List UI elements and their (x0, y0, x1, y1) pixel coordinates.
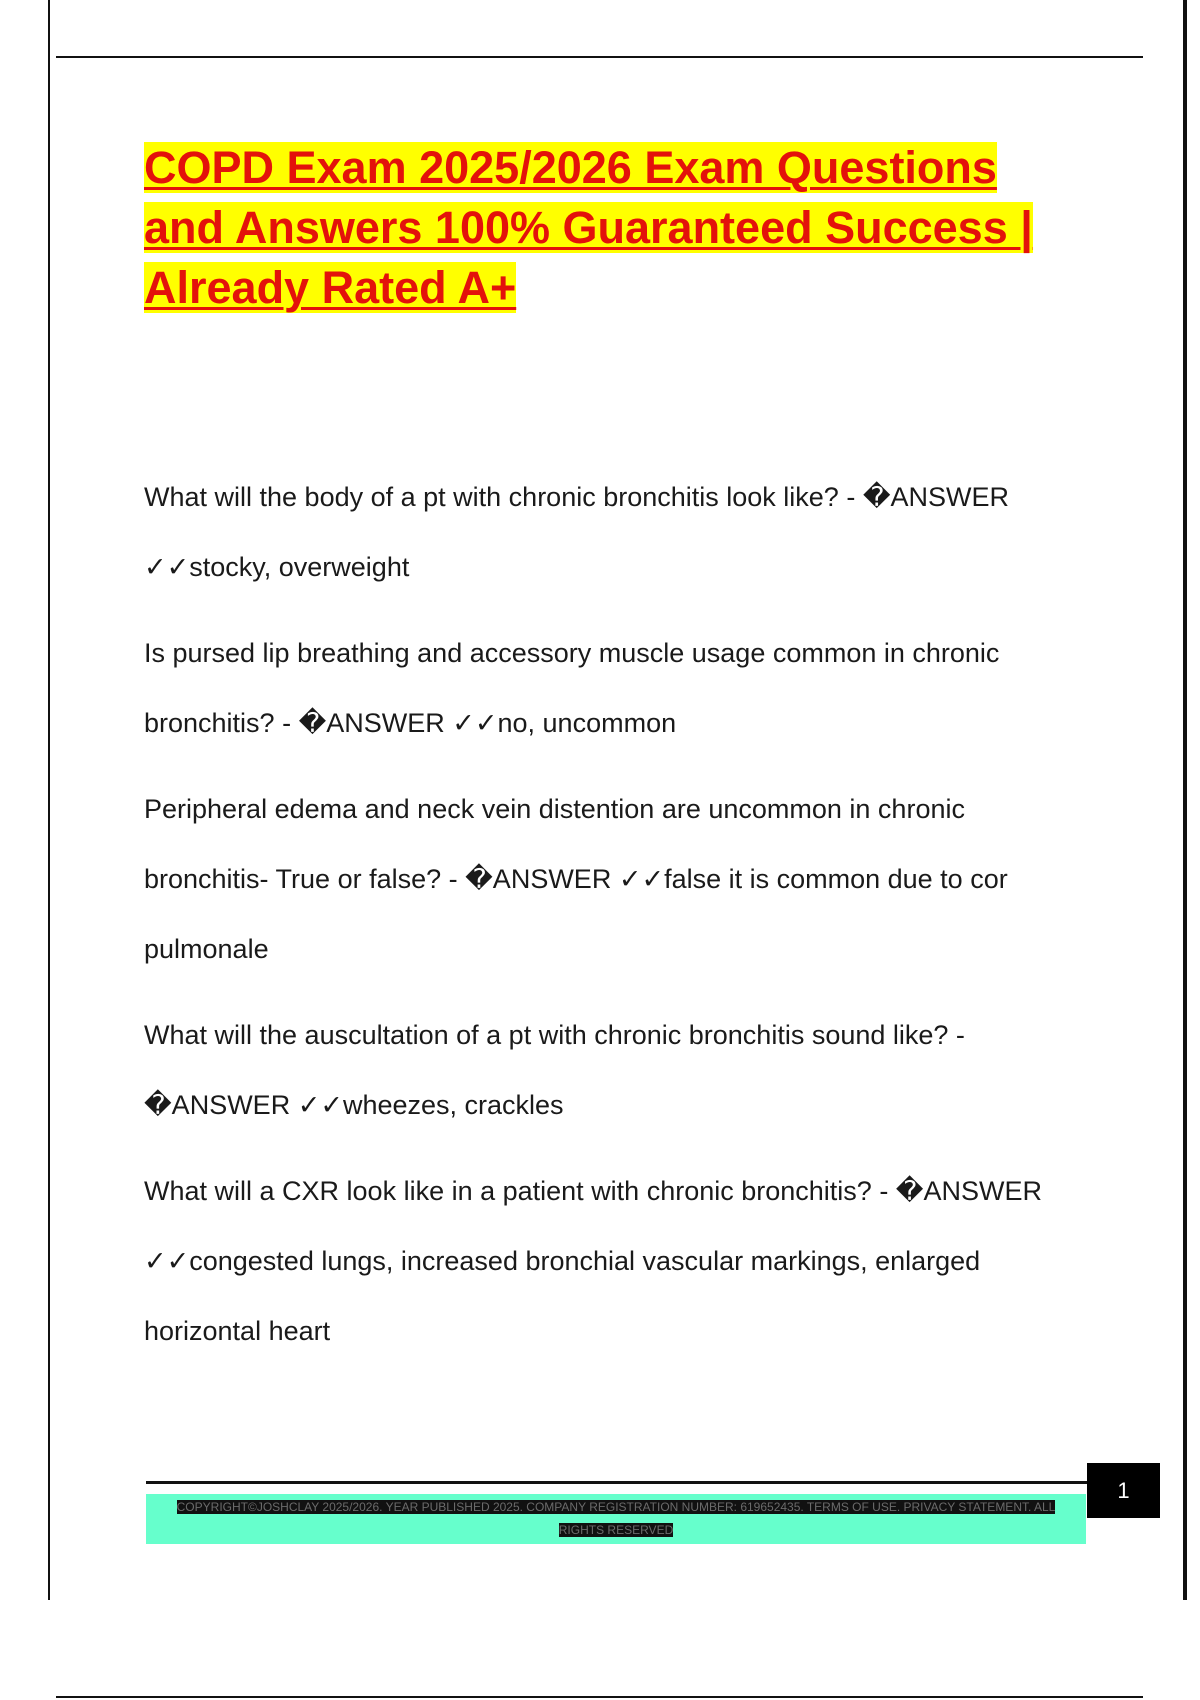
page-number: 1 (1087, 1463, 1160, 1518)
bottom-rule (56, 1696, 1143, 1698)
qa-item: Peripheral edema and neck vein distention are uncommon in chronic bronchitis- True or false? - �ANSWER ✓✓false it is common due to cor pulmonale (144, 794, 1008, 964)
copyright-text: COPYRIGHT©JOSHCLAY 2025/2026. YEAR PUBLISHED 2025. COMPANY REGISTRATION NUMBER: 619652435. TERMS OF USE. PRIVACY STATEMENT. ALL RIGHTS RESERVED (176, 1500, 1056, 1537)
qa-item: What will the auscultation of a pt with chronic bronchitis sound like? - �ANSWER ✓✓wheezes, crackles (144, 1020, 965, 1120)
page-left-border (48, 0, 50, 1600)
qa-item: Is pursed lip breathing and accessory muscle usage common in chronic bronchitis? - �ANSWER ✓✓no, uncommon (144, 638, 1000, 738)
qa-item: What will the body of a pt with chronic bronchitis look like? - �ANSWER ✓✓stocky, overweight (144, 482, 1010, 582)
copyright-text-wrapper (176, 1496, 1056, 1542)
document-title-text: COPD Exam 2025/2026 Exam Questions and Answers 100% Guaranteed Success | Already Rated A+ (144, 142, 1033, 313)
document-title (144, 138, 1084, 318)
footer-rule (146, 1481, 1089, 1484)
qa-item: What will a CXR look like in a patient with chronic bronchitis? - �ANSWER ✓✓congested lungs, increased bronchial vascular markings, enlarged horizontal heart (144, 1176, 1043, 1346)
copyright-footer (146, 1494, 1086, 1544)
top-rule (56, 56, 1143, 58)
qa-list (144, 462, 1084, 1382)
page-right-border (1183, 0, 1187, 1600)
